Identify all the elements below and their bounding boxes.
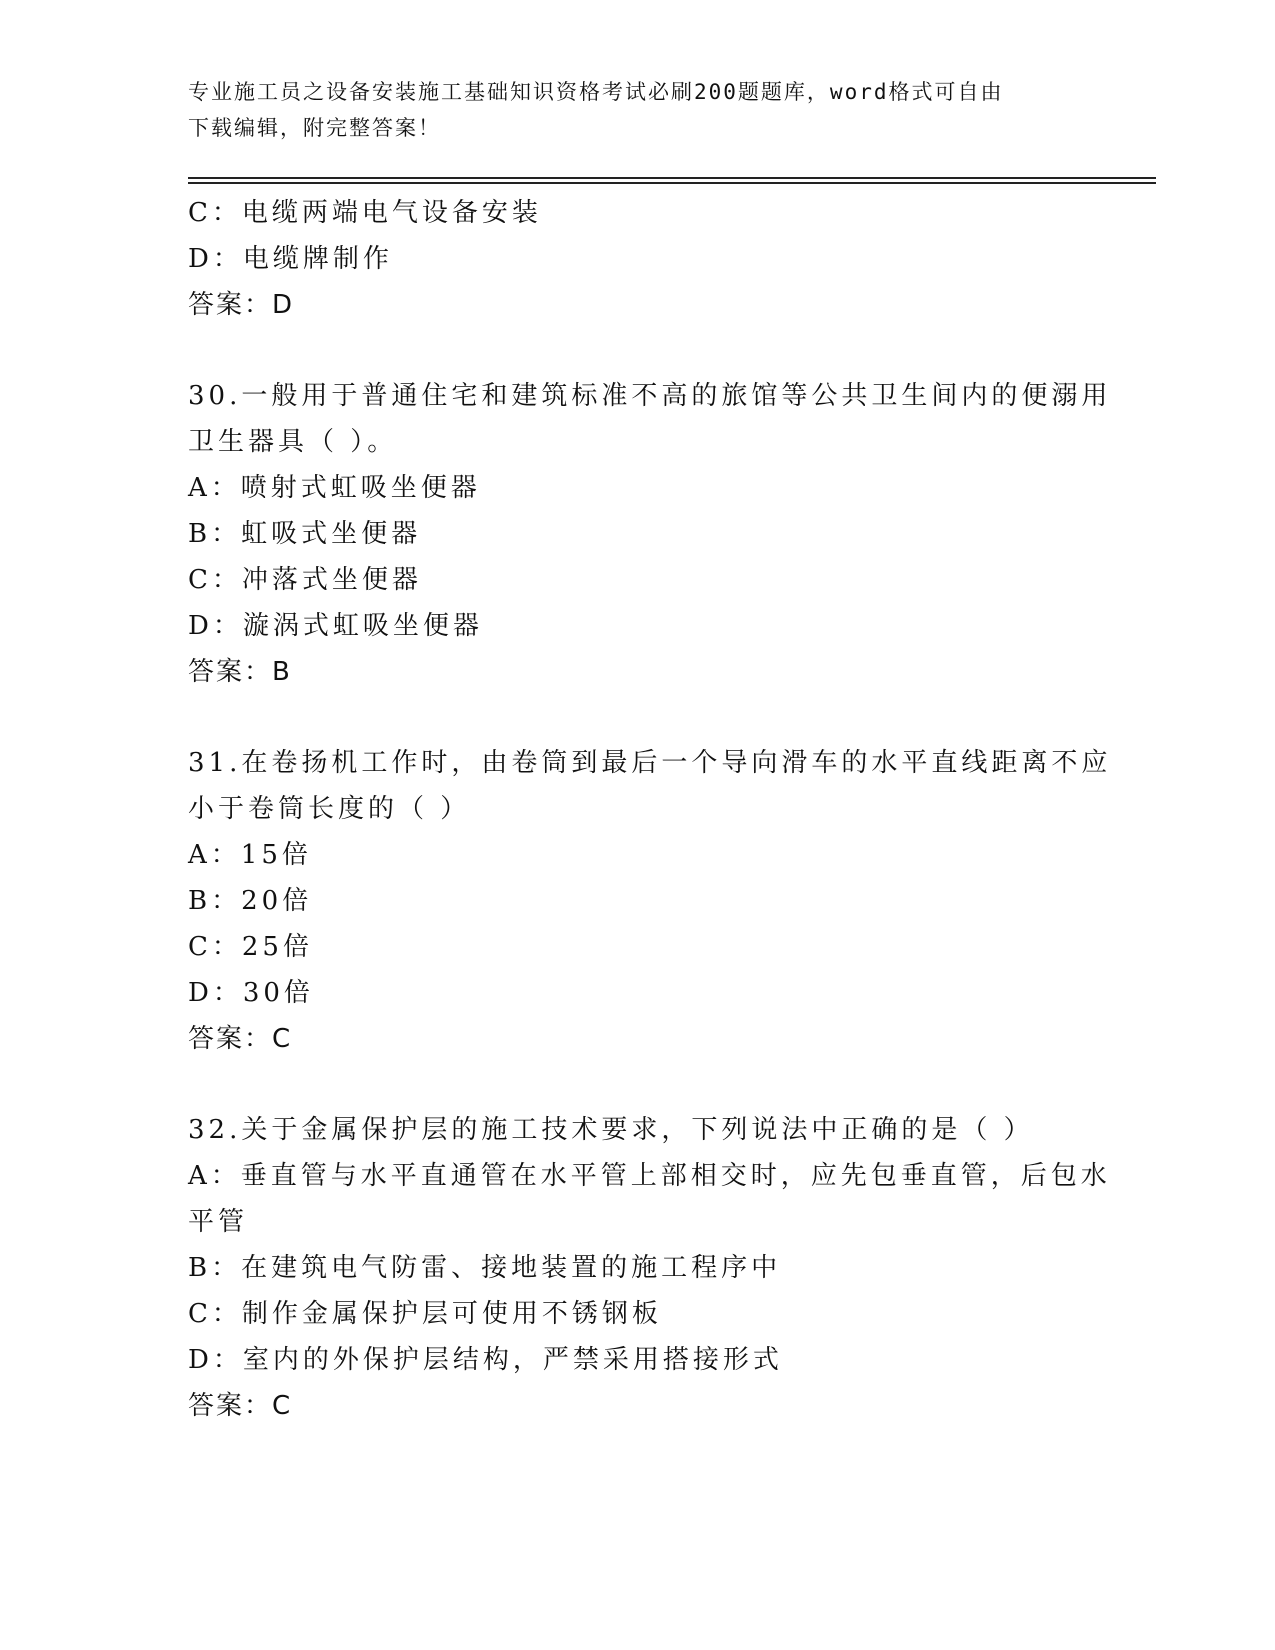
option-b: B：虹吸式坐便器 — [188, 519, 422, 549]
header-divider-top — [188, 177, 1156, 179]
question-32 — [188, 1107, 1111, 1429]
answer: 答案：C — [188, 1024, 293, 1054]
question-stem-line: 卫生器具（ ）。 — [188, 427, 398, 457]
answer: 答案：B — [188, 657, 292, 687]
option-d: D：室内的外保护层结构，严禁采用搭接形式 — [188, 1345, 783, 1375]
option-d: D：漩涡式虹吸坐便器 — [188, 611, 483, 641]
option-a: A：15倍 — [188, 840, 312, 870]
header-line-1: 专业施工员之设备安装施工基础知识资格考试必刷200题题库，word格式可自由 — [188, 80, 1004, 104]
question-stem-line: 32.关于金属保护层的施工技术要求，下列说法中正确的是（ ） — [188, 1115, 1034, 1145]
question-stem-line: 30.一般用于普通住宅和建筑标准不高的旅馆等公共卫生间内的便溺用 — [188, 381, 1112, 411]
document-header — [188, 74, 1068, 146]
option-d: D：电缆牌制作 — [188, 244, 393, 274]
option-b: B：在建筑电气防雷、接地装置的施工程序中 — [188, 1253, 782, 1283]
question-stem-line: 31.在卷扬机工作时，由卷筒到最后一个导向滑车的水平直线距离不应 — [188, 748, 1112, 778]
option-a: A：垂直管与水平直通管在水平管上部相交时，应先包垂直管，后包水 — [188, 1161, 1111, 1191]
option-c: C：制作金属保护层可使用不锈钢板 — [188, 1299, 662, 1329]
option-a-continuation: 平管 — [188, 1207, 249, 1237]
option-c: C：冲落式坐便器 — [188, 565, 422, 595]
header-line-2: 下载编辑，附完整答案！ — [188, 116, 441, 140]
answer: 答案：D — [188, 290, 295, 320]
option-c: C：电缆两端电气设备安装 — [188, 198, 542, 228]
question-31 — [188, 740, 1112, 1062]
answer: 答案：C — [188, 1391, 293, 1421]
question-30 — [188, 373, 1112, 695]
option-c: C：25倍 — [188, 932, 313, 962]
previous-question-tail — [188, 190, 1088, 328]
question-content — [188, 190, 1112, 1429]
option-a: A：喷射式虹吸坐便器 — [188, 473, 481, 503]
question-stem-line: 小于卷筒长度的（ ） — [188, 794, 471, 824]
option-b: B：20倍 — [188, 886, 313, 916]
option-d: D：30倍 — [188, 978, 314, 1008]
header-divider-bottom — [188, 182, 1156, 184]
